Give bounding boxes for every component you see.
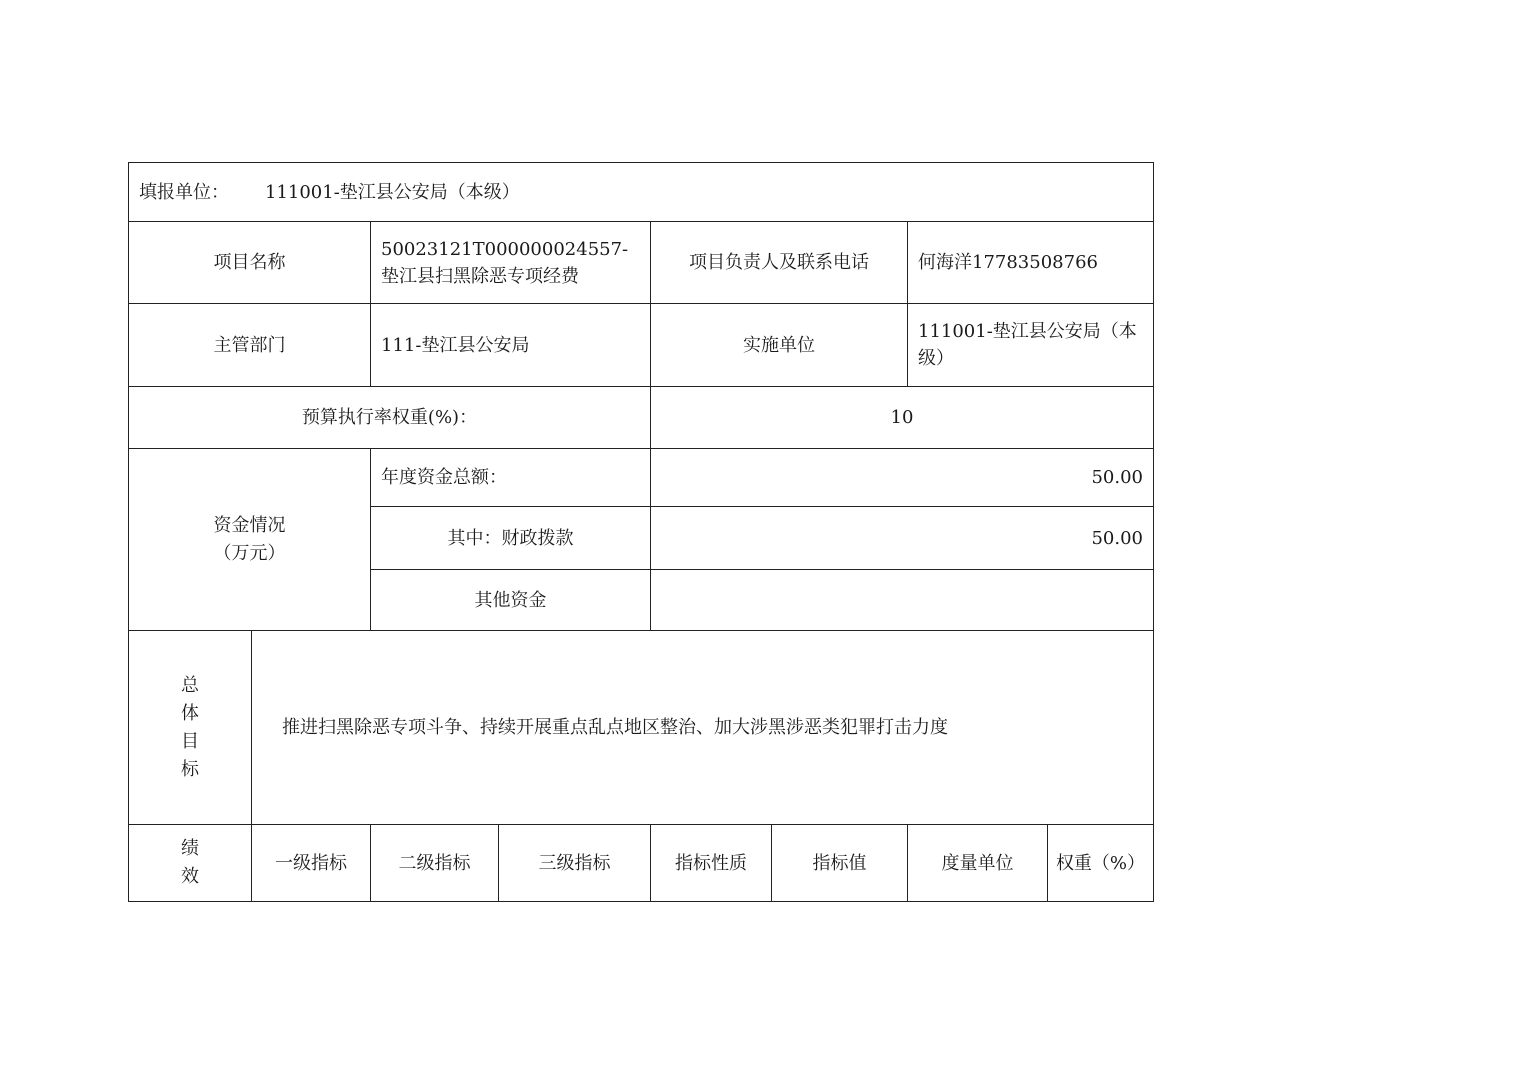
fiscal-allocation-value: 50.00 — [651, 507, 1154, 570]
other-funds-label: 其他资金 — [371, 570, 651, 631]
goal-char: 体 — [181, 702, 199, 724]
department-label: 主管部门 — [128, 304, 371, 387]
performance-label — [128, 825, 252, 902]
reporting-unit-label: 填报单位： — [139, 181, 229, 203]
funds-label-line1: 资金情况 — [213, 514, 286, 536]
overall-goal-label — [128, 631, 252, 825]
goal-char: 目 — [181, 730, 199, 752]
funds-label — [128, 449, 371, 631]
performance-form — [128, 162, 1154, 902]
budget-weight-value: 10 — [651, 387, 1154, 449]
goal-char: 总 — [181, 674, 199, 696]
budget-weight-label: 预算执行率权重(%)： — [128, 387, 651, 449]
col-header-nature: 指标性质 — [651, 825, 772, 902]
reporting-unit-value: 111001-垫江县公安局（本级） — [265, 181, 520, 203]
annual-total-label: 年度资金总额： — [371, 449, 651, 507]
project-name-value: 50023121T000000024557-垫江县扫黑除恶专项经费 — [371, 222, 651, 304]
overall-goal-text: 推进扫黑除恶专项斗争、持续开展重点乱点地区整治、加大涉黑涉恶类犯罪打击力度 — [252, 631, 1154, 825]
col-header-value: 指标值 — [772, 825, 908, 902]
implementing-unit-value: 111001-垫江县公安局（本级） — [908, 304, 1154, 387]
goal-char: 标 — [181, 758, 199, 780]
project-contact-value: 何海洋17783508766 — [908, 222, 1154, 304]
annual-total-value: 50.00 — [651, 449, 1154, 507]
reporting-unit-row — [128, 162, 1154, 222]
fiscal-allocation-label: 其中：财政拨款 — [371, 507, 651, 570]
col-header-level1: 一级指标 — [252, 825, 371, 902]
other-funds-value — [651, 570, 1154, 631]
col-header-weight: 权重（%） — [1048, 825, 1154, 902]
perf-char: 绩 — [181, 838, 199, 859]
col-header-unit: 度量单位 — [908, 825, 1048, 902]
project-contact-label: 项目负责人及联系电话 — [651, 222, 908, 304]
col-header-level3: 三级指标 — [499, 825, 651, 902]
project-name-label: 项目名称 — [128, 222, 371, 304]
department-value: 111-垫江县公安局 — [371, 304, 651, 387]
perf-char: 效 — [181, 866, 199, 887]
col-header-level2: 二级指标 — [371, 825, 499, 902]
funds-label-line2: （万元） — [213, 542, 286, 564]
implementing-unit-label: 实施单位 — [651, 304, 908, 387]
